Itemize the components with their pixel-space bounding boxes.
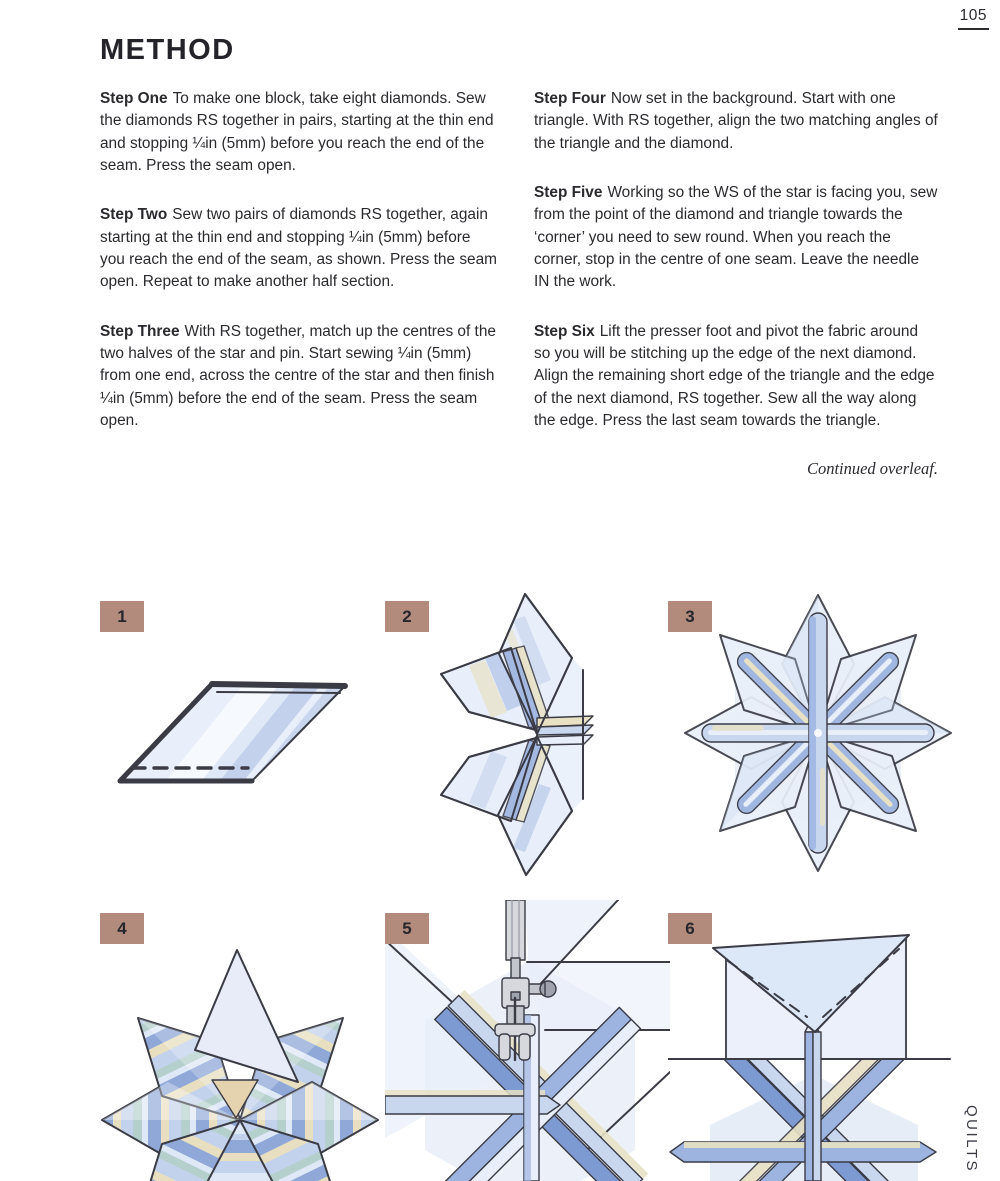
figure-1-badge: 1 xyxy=(100,601,144,632)
step-six-label: Step Six xyxy=(534,322,595,340)
step-one-label: Step One xyxy=(100,90,168,107)
step-three-text: With RS together, match up the centres of the two halves of the star and pin. Start sewing ¼in (5mm) from one end, across the centre of the star and then finish ¼in (5mm) before the end of the seam. Press the seam open. xyxy=(100,322,496,429)
step-five-text: Working so the WS of the star is facing you, sew from the point of the diamond and triangle towards the ‘corner’ you need to sew round. When you reach the corner, stop in the centre of one seam. Leave the needle IN the work. xyxy=(534,183,938,291)
step-three-label: Step Three xyxy=(100,322,180,340)
figure-grid xyxy=(100,588,958,1181)
step-two xyxy=(100,204,498,293)
step-two-text: Sew two pairs of diamonds RS together, again starting at the thin end and stopping ¼in (5mm) before you reach the end of the seam, as shown. Press the seam open. Repeat to make another half section. xyxy=(100,206,497,291)
step-three xyxy=(100,321,498,433)
figure-1 xyxy=(100,588,385,880)
page-title: METHOD xyxy=(100,34,235,66)
step-two-label: Step Two xyxy=(100,206,168,224)
figure-2 xyxy=(385,588,670,880)
continued-note: Continued overleaf. xyxy=(806,459,938,479)
step-four-label: Step Four xyxy=(534,90,606,107)
figure-5 xyxy=(385,900,670,1181)
figure-6-badge: 6 xyxy=(668,913,712,944)
method-section xyxy=(100,34,938,479)
step-four xyxy=(534,88,938,155)
text-columns xyxy=(100,88,938,479)
figure-4-badge: 4 xyxy=(100,913,144,944)
section-tab-quilts: QUILTS xyxy=(963,1104,980,1173)
left-column xyxy=(100,88,498,479)
figure-3 xyxy=(668,588,953,880)
figure-2-badge: 2 xyxy=(385,601,429,632)
step-four-text: Now set in the background. Start with one triangle. With RS together, align the two matching angles of the triangle and the diamond. xyxy=(534,90,938,152)
figure-6 xyxy=(668,900,953,1181)
right-column xyxy=(534,88,938,479)
step-one xyxy=(100,88,498,177)
step-five xyxy=(534,182,938,294)
page-number: 105 xyxy=(958,7,989,30)
step-six xyxy=(534,321,938,433)
figure-5-badge: 5 xyxy=(385,913,429,944)
step-five-label: Step Five xyxy=(534,183,603,201)
step-six-text: Lift the presser foot and pivot the fabric around so you will be stitching up the edge of the next diamond. Align the remaining short edge of the triangle and the edge of the next diamond, RS together. Sew all the way along the edge. Press the last seam towards the triangle. xyxy=(534,322,935,429)
step-one-text: To make one block, take eight diamonds. Sew the diamonds RS together in pairs, starting at the thin end and stopping ¼in (5mm) before you reach the end of the seam. Press the seam open. xyxy=(100,90,494,174)
figure-3-badge: 3 xyxy=(668,601,712,632)
figure-4 xyxy=(100,900,385,1181)
